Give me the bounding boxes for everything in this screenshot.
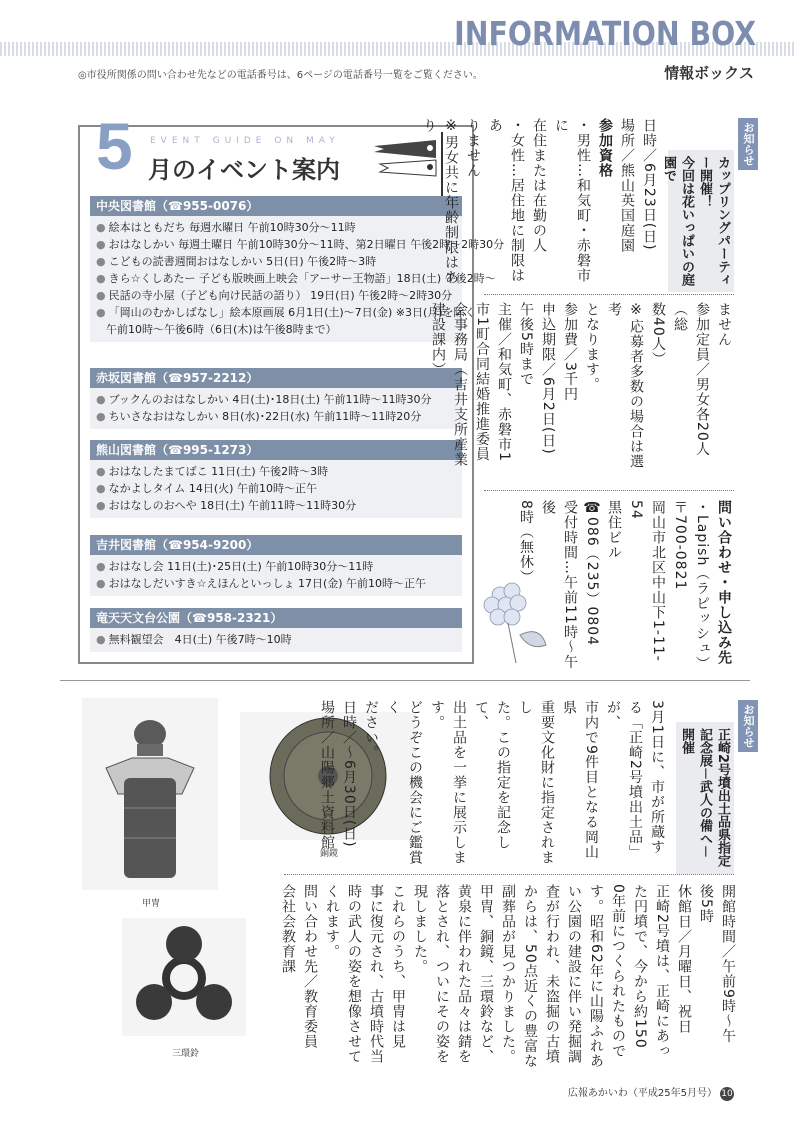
hydrangea-illustration — [470, 565, 550, 665]
list-item: ● きら☆くしあたー 子ども版映画上映会「アーサー王物語」18日(土) 午後2時～ — [96, 272, 496, 285]
section-header: 吉井図書館（☎954-9200） — [90, 535, 462, 555]
divider — [484, 294, 734, 295]
list-item: ● 「岡山のむかしばなし」絵本原画展 6月1日(土)～7日(金) ※3日(月)を除く — [96, 306, 476, 319]
section-akasaka-library — [90, 368, 462, 429]
bell-caption: 三環鈴 — [172, 1049, 200, 1059]
footer — [568, 1084, 734, 1101]
list-item-cont: 午前10時～午後6時（6日(木)は午後8時まで） — [106, 323, 337, 336]
list-item: ● ちいさなおはなしかい 8日(水)･22日(水) 午前11時～11時20分 — [96, 410, 422, 423]
section-central-library — [90, 196, 505, 342]
notice2-headline: 正崎2号墳出土品県指定 記念展－武人の備へ－開催 — [676, 722, 734, 874]
bell-image — [122, 918, 246, 1036]
notice1-contact: 問い合わせ・申し込み先 ・Lapish（ラピッシュ） 〒700-0821 岡山市北区中山下1-11-54 黒住ビル ☎086（235）0804 受付時間…午前11時～午後 8時（無休） — [518, 500, 732, 672]
section-observatory — [90, 608, 462, 652]
page-subtitle: 情報ボックス — [664, 64, 754, 82]
list-item: ● 絵本はともだち 毎週水曜日 午前10時30分～11時 — [96, 221, 356, 234]
list-item: ● 無料観望会 4日(土) 午後7時～10時 — [96, 633, 292, 646]
notice1-body-mid: ません 参加定員／男女各20人（総 数40人） ※応募者多数の場合は選考 となります。 参加費／3千円 申込期限／6月2日(日) 午後5時まで 主催／和気町、赤磐市1 市1町合同結婚推進委員 会事務局（吉井支所産業 建設課内） — [430, 302, 732, 469]
section-header: 竜天天文台公園（☎958-2321） — [90, 608, 462, 628]
list-item: ● おはなし会 11日(土)･25日(土) 午前10時30分～11時 — [96, 560, 374, 573]
list-item: ● 民話の寺小屋（子ども向け民話の語り） 19日(日) 午後2時～2時30分 — [96, 289, 453, 302]
notice2-body-bottom: 開館時間／午前9時～午 後5時 休館日／月曜日、祝日 正崎2号墳は、正崎にあっ た円墳で、今から約150 0年前につくられたもので す。昭和62年に山陽ふれあ い公園の建設に伴い発掘調 査が行われ、未盗掘の古墳 からは、50点近くの豊富な 副葬品が見つかりました。 甲冑、銅鏡、三環鈴など、 黄泉に伴われた品々は錆を 落とされ、ついにその姿を 現しました。 これらのうち、甲冑は見 事に復元され、古墳時代当 時の武人の姿を想像させて くれます。 問い合わせ先／教育委員 会社会教育課 — [280, 884, 736, 1069]
list-item: ● おはなしかい 毎週土曜日 午前10時30分～11時、第2日曜日 午後2時～2時30分 — [96, 238, 505, 251]
divider — [284, 874, 734, 875]
armor-caption: 甲冑 — [142, 899, 161, 909]
phone-note: ◎市役所関係の問い合わせ先などの電話番号は、6ページの電話番号一覧をご覧ください。 — [78, 70, 483, 81]
notice-tag: お知らせ — [738, 118, 758, 170]
notice-tag: お知らせ — [738, 700, 758, 752]
event-en-caption: EVENT GUIDE ON MAY — [150, 136, 340, 146]
notice2-body-top: 3月1日に、市が所蔵す る「正崎2号墳出土品」が、 市内で9件目となる岡山県 重要文化財に指定されまし た。この指定を記念して、 出土品を一挙に展示します。 どうぞこの機会にご鑑賞く ださい。 日時／～6月30日(日) 場所／山陽郷土資料館 — [319, 700, 665, 865]
section-header: 赤坂図書館（☎957-2212） — [90, 368, 462, 388]
list-item: ● なかよしタイム 14日(火) 午前10時～正午 — [96, 482, 317, 495]
section-kumayama-library — [90, 440, 462, 518]
list-item: ● おはなしたまてばこ 11日(土) 午後2時～3時 — [96, 465, 329, 478]
page-number: 10 — [721, 1089, 733, 1099]
section-header: 中央図書館（☎955-0076） — [90, 196, 462, 216]
armor-image — [82, 698, 218, 890]
divider — [484, 490, 734, 491]
mirror-caption: 銅鏡 — [320, 849, 339, 859]
section-divider — [60, 680, 750, 681]
section-header: 熊山図書館（☎995-1273） — [90, 440, 462, 460]
event-month: 5 — [96, 109, 133, 183]
list-item: ● こどもの読書週間おはなしかい 5日(日) 午後2時～3時 — [96, 255, 377, 268]
notice1-headline: カップリングパーティー開催！ 今回は花いっぱいの庭園で — [668, 150, 734, 292]
section-yoshii-library — [90, 535, 462, 596]
footer-text: 広報あかいわ（平成25年5月号） — [567, 1088, 717, 1099]
notice1-body-top: 日時／6月23日(日) 場所／熊山英国庭園 参加資格 ・男性…和気町・赤磐市に 在住または在勤の人 ・女性…居住地に制限はあ りません ※男女共に年齢制限はあり — [421, 118, 657, 285]
page-title: INFORMATION BOX — [454, 14, 756, 53]
event-title: 月のイベント案内 — [148, 156, 340, 184]
list-item: ● おはなしのおへや 18日(土) 午前11時～11時30分 — [96, 499, 357, 512]
list-item: ● ブックんのおはなしかい 4日(土)･18日(土) 午前11時～11時30分 — [96, 393, 432, 406]
list-item: ● おはなしだいすき☆えほんといっしょ 17日(金) 午前10時～正午 — [96, 577, 427, 590]
